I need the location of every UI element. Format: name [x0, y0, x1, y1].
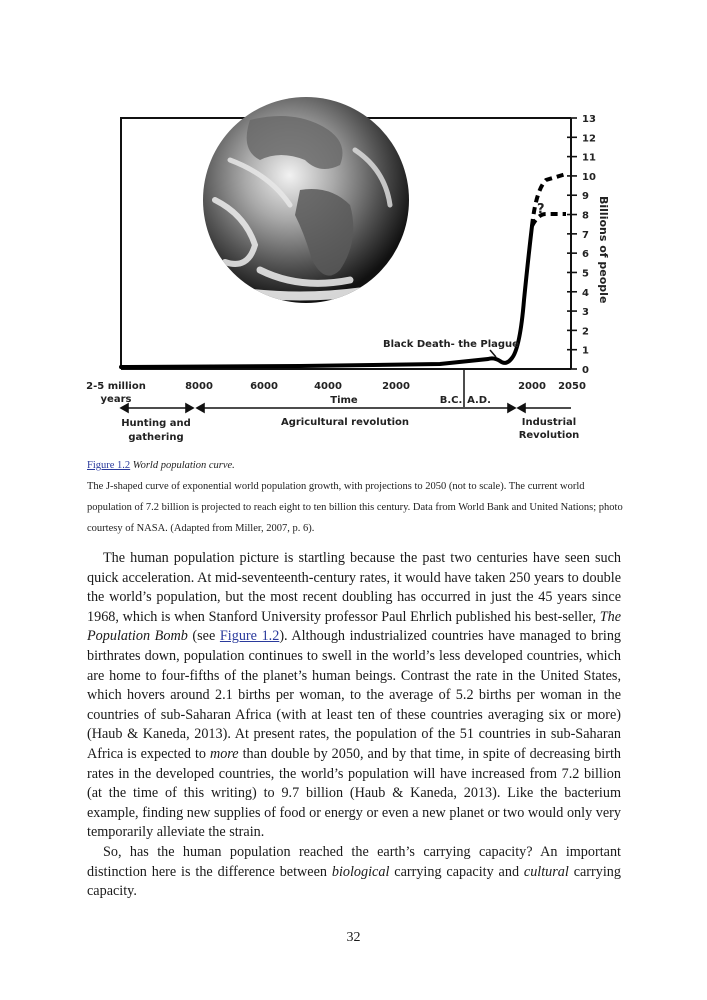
x-tick-label-2000-ad: 2000 — [518, 381, 546, 392]
y-axis-label: Billions of people — [597, 196, 610, 304]
era-bc-label: B.C. — [439, 395, 463, 406]
population-figure — [0, 0, 707, 460]
p1-text-a: The human population picture is startling because the past two centuries have seen such quick acceleration. At mid-seventeenth-century rates, it would have taken 250 years to double the world’s population, but the most recent doubling has occurred in just the 45 years since 1968, which is when Stanford University professor Paul Ehrlich published his best-seller, — [87, 550, 621, 625]
period-industrial-line2: Revolution — [518, 430, 580, 441]
period-hunting-line1: Hunting and — [121, 418, 191, 429]
x-tick-label-8000: 8000 — [185, 381, 213, 392]
y-tick-label: 12 — [582, 133, 596, 145]
y-tick-label: 2 — [582, 326, 589, 338]
y-tick-label: 9 — [582, 191, 589, 203]
figure-caption-heading: World population curve. — [132, 460, 235, 471]
page-number: 32 — [346, 930, 361, 945]
p1-text-b: (see — [187, 628, 220, 645]
y-tick-label: 13 — [582, 114, 596, 125]
body-text — [87, 549, 621, 902]
figure-ref-link[interactable]: Figure 1.2 — [87, 460, 131, 471]
figure-svg — [0, 0, 707, 460]
y-tick-label: 6 — [582, 249, 589, 261]
x-tick-label-start-years: years — [100, 394, 132, 405]
p1-text-c: ). Although industrialized countries have managed to bring birthrates down, population continues to swell in the world’s less developed countries, which are home to four-fifths of the planet’s human beings. Contrast the rate in the United States, which hovers around 2.1 births per woman, to the average of 5.2 births per woman in the countries of sub-Saharan Africa (with at least ten of these countries averaging six or more) (Haub & Kaneda, 2013). At present rates, the population of the 51 countries in sub-Saharan Africa is expected to — [87, 628, 622, 762]
emphasis-more: more — [209, 745, 239, 762]
plague-annotation: Black Death- the Plague — [383, 339, 519, 350]
projection-question-mark: ? — [537, 202, 545, 217]
x-tick-label-2000-bc: 2000 — [382, 381, 410, 392]
y-tick-label: 3 — [582, 307, 589, 319]
figure-inline-link[interactable]: Figure 1.2 — [219, 628, 280, 645]
era-ad-label: A.D. — [467, 395, 491, 406]
y-tick-label: 0 — [582, 365, 589, 376]
emphasis-biological: biological — [331, 863, 390, 880]
x-tick-label-start: 2-5 million — [86, 381, 146, 392]
x-axis-title: Time — [330, 395, 358, 406]
p1-text-d: than double by 2050, and by that time, in spite of decreasing birth rates in the developed countries, the world’s population will have increased from 7.2 billion (at the time of this writing) to 9.7 billion (Haub & Kaneda, 2013). Like the bacterium example, finding new supplies of food or energy or even a new planet or two would only very temporarily alleviate the strain. — [87, 745, 621, 841]
p2-text-c: carrying capacity. — [87, 863, 621, 900]
p2-text-b: carrying capacity and — [389, 863, 524, 880]
projection-high — [532, 174, 566, 226]
y-tick-label: 5 — [582, 268, 589, 280]
x-tick-label-2050: 2050 — [558, 381, 586, 392]
earth-photo — [203, 97, 409, 303]
figure-caption-body: The J-shaped curve of exponential world population growth, with projections to 2050 (not to scale). The current world population of 7.2 billion is projected to reach eight to ten billion this century. Data from World Bank and United Nations; photo courtesy of NASA. (Adapted from Miller, 2007, p. 6). — [87, 481, 623, 534]
y-tick-label: 11 — [582, 152, 596, 164]
period-agricultural: Agricultural revolution — [280, 417, 410, 428]
paragraph-1 — [87, 549, 621, 843]
p2-text-a: So, has the human population reached the earth’s carrying capacity? An important distinction here is the difference between — [87, 843, 621, 880]
paragraph-2 — [87, 843, 621, 902]
emphasis-cultural: cultural — [523, 863, 569, 880]
period-hunting-line2: gathering — [128, 432, 184, 443]
x-tick-label-4000: 4000 — [314, 381, 342, 392]
y-tick-label: 7 — [582, 229, 589, 241]
x-tick-label-6000: 6000 — [250, 381, 278, 392]
plague-pointer — [490, 350, 496, 357]
y-tick-label: 1 — [582, 345, 589, 357]
y-tick-label: 10 — [582, 171, 596, 183]
figure-caption-title — [87, 455, 627, 476]
y-tick-label: 8 — [582, 210, 589, 222]
period-industrial-line1: Industrial — [521, 417, 577, 428]
book-title: The Population Bomb — [87, 608, 621, 645]
y-tick-label: 4 — [582, 287, 589, 299]
